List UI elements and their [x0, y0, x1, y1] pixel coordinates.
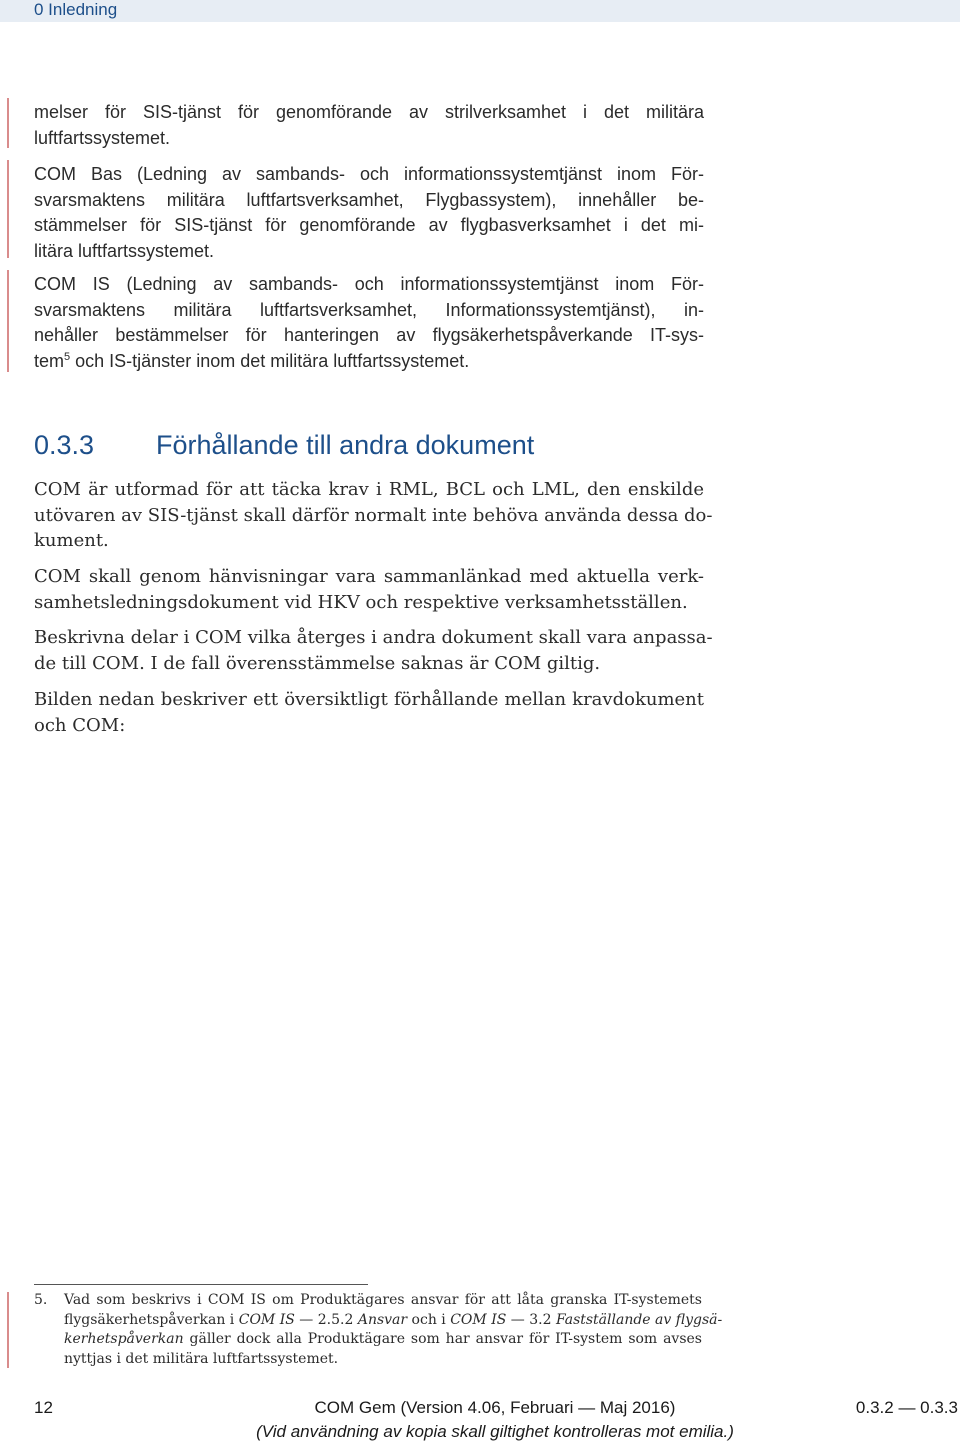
text-line: nehåller bestämmelser för hanteringen av flygsäkerhetspåverkande IT-sys- [34, 325, 704, 346]
text-line: COM är utformad för att täcka krav i RML, BCL och LML, den enskilde [34, 479, 704, 500]
text-line: Bilden nedan beskriver ett översiktligt förhållande mellan kravdokument [34, 689, 704, 710]
paragraph-beskrivna-delar [34, 625, 713, 676]
footnote-separator [34, 1284, 368, 1285]
footnote-line [34, 1311, 723, 1331]
paragraph-com-utformad [34, 477, 713, 554]
document-title: COM Gem (Version 4.06, Februari — Maj 2016) [314, 1398, 676, 1417]
change-bar [7, 270, 9, 372]
text-line: stämmelser för SIS-tjänst för genomförande av flygbasverksamhet i det mi- [34, 215, 704, 236]
text-fragment: — 3.2 [506, 1311, 556, 1328]
text-line: COM IS (Ledning av sambands- och informationssystemtjänst inom För- [34, 274, 704, 294]
text-line: COM skall genom hänvisningar vara sammanlänkad med aktuella verk- [34, 566, 704, 587]
footnote-number: 5. [34, 1292, 48, 1308]
section-range: 0.3.2 — 0.3.3 [855, 1398, 958, 1417]
footnote-reference[interactable]: 5 [64, 350, 71, 363]
text-line: och COM: [34, 714, 126, 736]
text-fragment: COM IS [450, 1311, 507, 1328]
text-fragment: kerhetspåverkan [64, 1331, 184, 1347]
change-bar [7, 1292, 9, 1368]
text-fragment: och i [407, 1311, 451, 1328]
text-fragment: Fastställande av flygsä- [555, 1311, 723, 1328]
change-bar [7, 98, 9, 148]
change-bar [7, 160, 9, 258]
paragraph-com-bas [34, 162, 704, 264]
paragraph-hanvisningar [34, 564, 704, 615]
text-fragment: tem [34, 350, 65, 371]
text-line: svarsmaktens militära luftfartsverksamhet, Flygbassystem), innehåller be- [34, 189, 704, 210]
section-number: 0.3.3 [34, 430, 95, 460]
text-fragment: — 2.5.2 [294, 1311, 358, 1328]
text-fragment: och IS-tjänster inom det militära luftfartssystemet. [70, 350, 470, 371]
footnote-line [34, 1291, 702, 1311]
text-line: samhetsledningsdokument vid HKV och respektive verksamhetsställen. [34, 591, 688, 613]
validity-notice: (Vid användning av kopia skall giltighet kontrolleras mot emilia.) [256, 1422, 734, 1441]
text-line: COM Bas (Ledning av sambands- och informationssystemtjänst inom För- [34, 164, 704, 184]
running-header [0, 0, 960, 22]
text-line: melser för SIS-tjänst för genomförande av strilverksamhet i det militära [34, 102, 704, 122]
footnote-line [34, 1330, 702, 1350]
paragraph-bilden-nedan [34, 687, 704, 738]
text-line: luftfartssystemet. [34, 127, 171, 148]
footnote [34, 1291, 723, 1369]
text-line: de till COM. I de fall överensstämmelse saknas är COM giltig. [34, 652, 601, 674]
text-line: Beskrivna delar i COM vilka återges i andra dokument skall vara anpassa- [34, 627, 713, 648]
text-fragment: gäller dock alla Produktägare som har ansvar för IT-system som avses [183, 1331, 702, 1347]
text-fragment: flygsäkerhetspåverkan i [64, 1311, 239, 1328]
text-fragment: Vad som beskrivs i COM IS om Produktägares ansvar för att låta granska IT-systemets [64, 1292, 702, 1308]
page-number: 12 [34, 1398, 53, 1417]
text-line: utövaren av SIS-tjänst skall därför normalt inte behöva använda dessa do- [34, 504, 713, 526]
text-line: kument. [34, 530, 109, 552]
section-heading [34, 428, 534, 462]
text-line: svarsmaktens militära luftfartsverksamhet, Informationssystemtjänst), in- [34, 299, 704, 320]
footnote-line: nyttjas i det militära luftfartssystemet. [64, 1350, 339, 1367]
text-fragment: Ansvar [357, 1311, 408, 1328]
text-fragment: COM IS [238, 1311, 295, 1328]
text-line [34, 349, 704, 375]
header-section-title: 0 Inledning [34, 0, 118, 19]
paragraph-com-is [34, 272, 704, 374]
text-line: litära luftfartssystemet. [34, 240, 215, 261]
section-title: Förhållande till andra dokument [156, 430, 535, 460]
paragraph-sis-strilverksamhet [34, 100, 704, 151]
